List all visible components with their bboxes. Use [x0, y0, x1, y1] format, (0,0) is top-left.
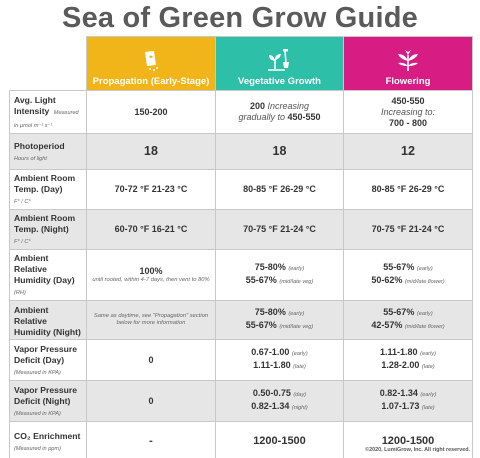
row-label-rh-day: Ambient Relative Humidity (Day) (RH) [10, 250, 87, 301]
cell-co2-vegetative: 1200-1500 [216, 422, 344, 458]
stage-header-propagation [87, 37, 216, 91]
cell-temp-day-vegetative: 80-85 °F 26-29 °C [216, 170, 344, 210]
cell-light-vegetative: 200 Increasing gradually to 450-550 [216, 91, 344, 134]
cell-light-flowering: 450-550 Increasing to: 700 - 800 [344, 91, 473, 134]
row-label-temp-day: Ambient Room Temp. (Day) F° / C° [10, 170, 87, 210]
cell-temp-day-flowering: 80-85 °F 26-29 °C [344, 170, 473, 210]
flowering-plant-icon [395, 47, 421, 73]
cell-co2-flowering: 1200-1500 [344, 422, 473, 458]
row-label-rh-night: Ambient Relative Humidity (Night) [10, 301, 87, 340]
cell-vpd-day-flowering: 1.11-1.80 (early) 1.28-2.00 (late) [344, 340, 473, 381]
cell-rh-day-propagation: 100% until rooted, within 4-7 days, then vent to 80% [87, 250, 216, 301]
table-row [10, 91, 473, 134]
cell-light-propagation: 150-200 [87, 91, 216, 134]
cell-vpd-night-flowering: 0.82-1.34 (early) 1.07-1.73 (late) [344, 381, 473, 422]
cell-rh-day-flowering: 55-67% (early) 50-62% (mid/late flower) [344, 250, 473, 301]
seedling-shovel-icon [266, 47, 294, 73]
grow-guide-table [9, 36, 473, 458]
cell-photoperiod-propagation: 18 [87, 134, 216, 170]
table-row [10, 250, 473, 301]
seed-packet-icon [139, 49, 163, 73]
table-row [10, 170, 473, 210]
table-corner [10, 37, 87, 91]
cell-co2-propagation: - [87, 422, 216, 458]
row-label-vpd-day: Vapor Pressure Deficit (Day) (Measured in KPA) [10, 340, 87, 381]
table-row [10, 301, 473, 340]
cell-photoperiod-flowering: 12 [344, 134, 473, 170]
cell-rh-night-flowering: 55-67% (early) 42-57% (mid/late flower) [344, 301, 473, 340]
row-label-vpd-night: Vapor Pressure Deficit (Night) (Measured in KPA) [10, 381, 87, 422]
cell-temp-night-vegetative: 70-75 °F 21-24 °C [216, 210, 344, 250]
cell-temp-night-propagation: 60-70 °F 16-21 °C [87, 210, 216, 250]
table-row [10, 210, 473, 250]
row-label-light-intensity: Avg. Light Intensity Measured in µmol m⁻² s⁻¹ [10, 91, 87, 134]
cell-rh-night-propagation: Same as daytime, see "Propagation" section below for more information [87, 301, 216, 340]
cell-temp-night-flowering: 70-75 °F 21-24 °C [344, 210, 473, 250]
copyright-notice: ©2020, LumiGrow, Inc. All right reserved. [365, 447, 470, 453]
row-label-co2: CO₂ Enrichment (Measured in ppm) [10, 422, 87, 458]
cell-rh-day-vegetative: 75-80% (early) 55-67% (mid/late veg) [216, 250, 344, 301]
cell-vpd-night-propagation: 0 [87, 381, 216, 422]
stage-label-propagation: Propagation (Early-Stage) [92, 75, 210, 87]
table-row [10, 340, 473, 381]
stage-header-vegetative [216, 37, 344, 91]
stage-header-row [10, 37, 473, 91]
stage-header-flowering [344, 37, 473, 91]
stage-label-flowering: Flowering [385, 75, 431, 87]
cell-vpd-day-propagation: 0 [87, 340, 216, 381]
cell-photoperiod-vegetative: 18 [216, 134, 344, 170]
cell-vpd-night-vegetative: 0.50-0.75 (day) 0.82-1.34 (night) [216, 381, 344, 422]
row-label-photoperiod: Photoperiod Hours of light [10, 134, 87, 170]
table-row [10, 381, 473, 422]
cell-vpd-day-vegetative: 0.67-1.00 (early) 1.11-1.80 (late) [216, 340, 344, 381]
cell-rh-night-vegetative: 75-80% (early) 55-67% (mid/late veg) [216, 301, 344, 340]
table-row [10, 134, 473, 170]
row-label-temp-night: Ambient Room Temp. (Night) F° / C° [10, 210, 87, 250]
page-title: Sea of Green Grow Guide [62, 2, 418, 34]
cell-temp-day-propagation: 70-72 °F 21-23 °C [87, 170, 216, 210]
stage-label-vegetative: Vegetative Growth [238, 75, 321, 87]
